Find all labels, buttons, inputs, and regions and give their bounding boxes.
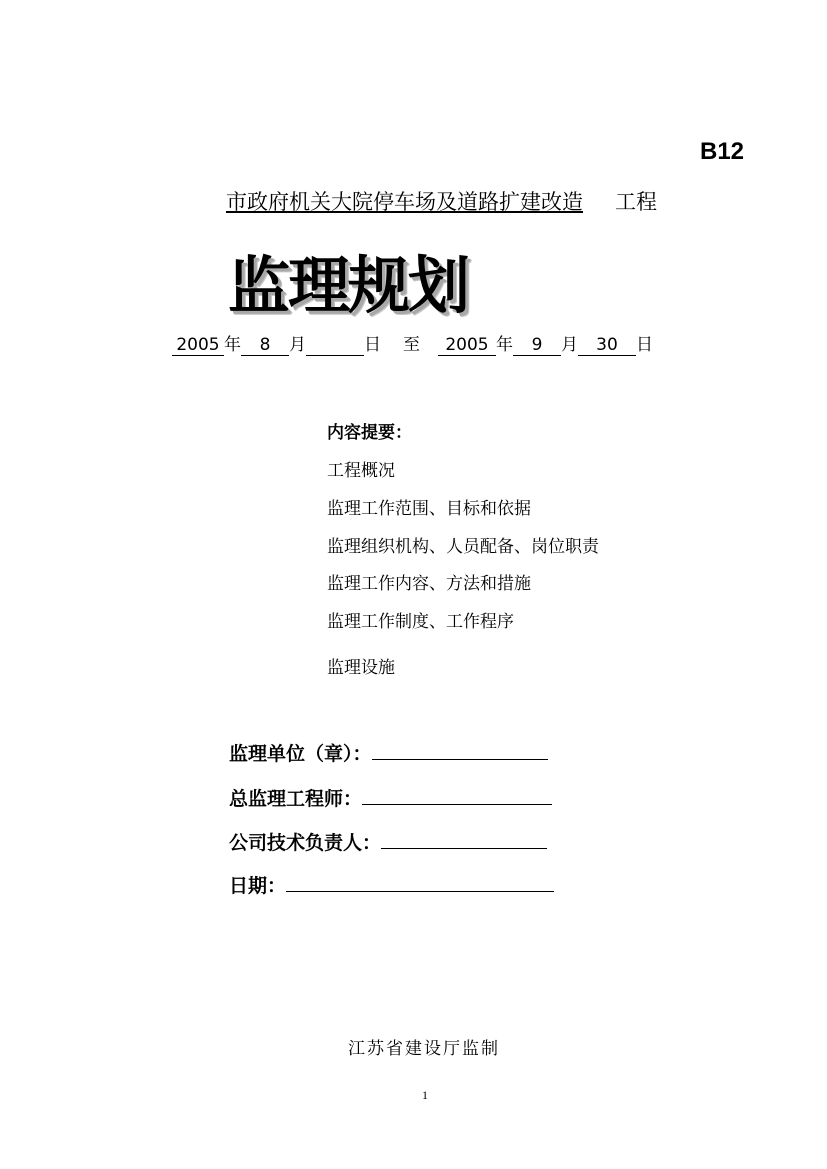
summary-item: 工程概况 (327, 461, 395, 481)
summary-item: 监理工作内容、方法和措施 (327, 574, 531, 594)
start-year: 2005 (172, 335, 224, 356)
project-suffix: 工程 (615, 190, 657, 214)
project-title-line (188, 186, 657, 216)
tech-lead-signature-line[interactable] (381, 830, 547, 849)
start-year-unit: 年 (224, 335, 241, 355)
issuer: 江苏省建设厅监制 (348, 1039, 500, 1059)
project-name-underlined (188, 190, 615, 214)
period-to: 至 (403, 335, 420, 355)
unit-signature-line[interactable] (372, 741, 548, 760)
end-day: 30 (578, 335, 636, 356)
date-line[interactable] (286, 873, 554, 892)
signature-tech-row (229, 828, 547, 855)
end-year-unit: 年 (496, 335, 513, 355)
document-title: 监理规划 (228, 249, 469, 322)
start-month-unit: 月 (289, 335, 306, 355)
signature-date-row (229, 871, 554, 898)
summary-item: 监理工作范围、目标和依据 (327, 499, 531, 519)
tech-lead-label: 公司技术负责人： (229, 832, 382, 854)
chief-engineer-label: 总监理工程师： (229, 788, 363, 810)
end-year: 2005 (438, 335, 496, 356)
summary-item: 监理组织机构、人员配备、岗位职责 (327, 537, 599, 557)
date-label: 日期： (229, 875, 287, 897)
summary-item: 监理设施 (327, 658, 395, 678)
page-number: 1 (422, 1088, 428, 1102)
signature-unit-row (229, 739, 548, 766)
start-month: 8 (241, 335, 289, 356)
period-line (172, 330, 653, 356)
signature-chief-row (229, 784, 552, 811)
summary-heading: 内容提要： (327, 423, 412, 443)
end-month-unit: 月 (561, 335, 578, 355)
project-name: 市政府机关大院停车场及道路扩建改造 (226, 190, 583, 214)
summary-item: 监理工作制度、工作程序 (327, 612, 514, 632)
start-day-unit: 日 (364, 335, 381, 355)
form-code: B12 (700, 138, 745, 165)
end-month: 9 (513, 335, 561, 356)
unit-label: 监理单位（章）： (229, 743, 372, 765)
start-day (306, 335, 364, 356)
chief-engineer-signature-line[interactable] (362, 786, 552, 805)
end-day-unit: 日 (636, 335, 653, 355)
